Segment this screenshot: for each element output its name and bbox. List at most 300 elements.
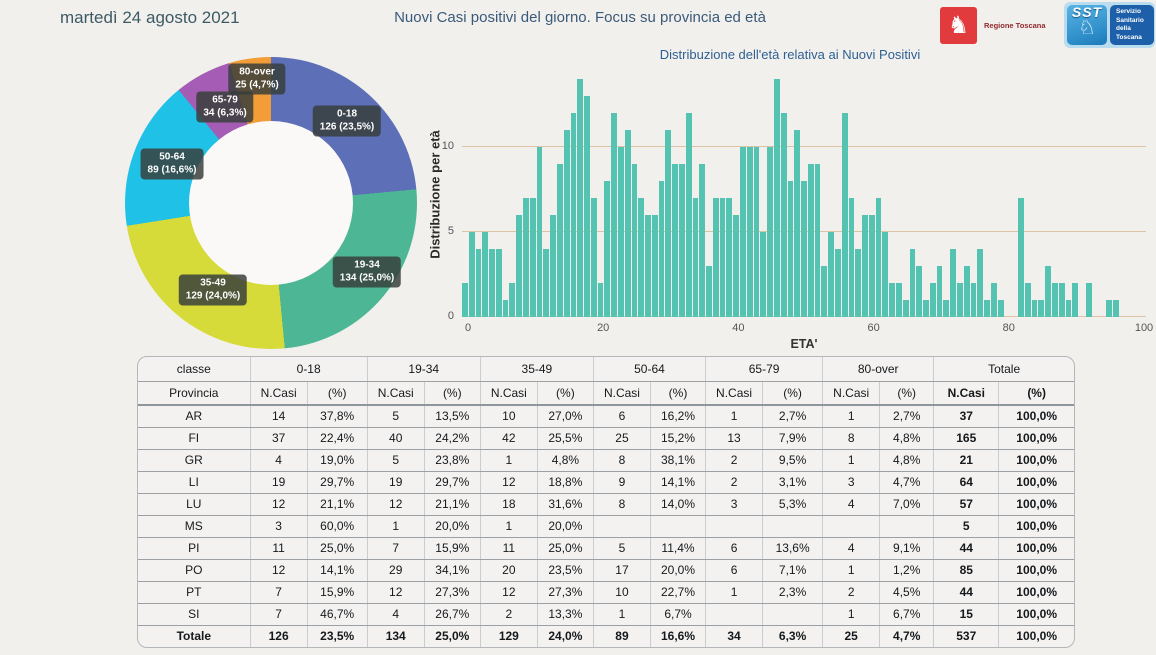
- histogram-bar-age-30[interactable]: [665, 130, 671, 317]
- histogram-bar-age-12[interactable]: [543, 249, 549, 317]
- table-cell: 34: [706, 625, 763, 647]
- table-cell[interactable]: 7: [367, 537, 424, 559]
- table-cell[interactable]: 1: [823, 449, 880, 471]
- table-cell[interactable]: 21: [934, 449, 999, 471]
- histogram-bar-age-22[interactable]: [611, 113, 617, 317]
- table-cell[interactable]: 64: [934, 471, 999, 493]
- group-header-19-34: 19-34: [367, 357, 480, 381]
- histogram-bar-age-79[interactable]: [998, 300, 1004, 317]
- table-cell: 129: [480, 625, 537, 647]
- table-row-PI: [138, 537, 1074, 559]
- table-cell: 23,5%: [307, 625, 367, 647]
- table-cell[interactable]: 3: [823, 471, 880, 493]
- table-cell[interactable]: 1: [480, 449, 537, 471]
- table-cell[interactable]: 15,2%: [650, 427, 705, 449]
- table-cell: 25: [823, 625, 880, 647]
- table-cell[interactable]: 5,3%: [763, 493, 823, 515]
- table-cell[interactable]: 34,1%: [424, 559, 480, 581]
- histogram-bar-age-74[interactable]: [964, 266, 970, 317]
- pegasus-icon: ♘: [1078, 17, 1096, 39]
- totale-label: Totale: [176, 629, 212, 644]
- table-cell[interactable]: 4,7%: [880, 471, 934, 493]
- table-cell[interactable]: 100,0%: [999, 515, 1074, 537]
- histogram-bar-age-69[interactable]: [930, 283, 936, 317]
- histogram-bar-age-84[interactable]: [1032, 300, 1038, 317]
- table-cell[interactable]: 7,1%: [763, 559, 823, 581]
- row-label-header: Provincia: [138, 381, 250, 405]
- table-cell[interactable]: 1: [823, 559, 880, 581]
- table-cell[interactable]: 6: [706, 537, 763, 559]
- histogram-bar-age-20[interactable]: [598, 283, 604, 317]
- table-cell[interactable]: 22,7%: [650, 581, 705, 603]
- histogram-bar-age-37[interactable]: [713, 198, 719, 317]
- sub-header: (%): [424, 381, 480, 405]
- table-cell[interactable]: 12: [480, 471, 537, 493]
- table-cell[interactable]: 29,7%: [424, 471, 480, 493]
- histogram-bar-age-38[interactable]: [720, 198, 726, 317]
- table-cell[interactable]: 165: [934, 427, 999, 449]
- table-cell[interactable]: 26,7%: [424, 603, 480, 625]
- histogram-bar-age-23[interactable]: [618, 147, 624, 317]
- histogram-bar-age-60[interactable]: [869, 215, 875, 317]
- province-label[interactable]: PT: [138, 581, 250, 603]
- x-tick-20: 20: [597, 322, 610, 334]
- histogram-bar-age-83[interactable]: [1025, 283, 1031, 317]
- histogram-bar-age-52[interactable]: [815, 164, 821, 317]
- histogram-bar-age-46[interactable]: [774, 79, 780, 317]
- table-cell[interactable]: 46,7%: [307, 603, 367, 625]
- table-cell[interactable]: 23,8%: [424, 449, 480, 471]
- table-cell[interactable]: 1: [367, 515, 424, 537]
- table-row-FI: [138, 427, 1074, 449]
- histogram-bar-age-9[interactable]: [523, 198, 529, 317]
- table-cell[interactable]: 18,8%: [537, 471, 593, 493]
- table-cell[interactable]: 1: [823, 405, 880, 427]
- table-cell[interactable]: [593, 515, 650, 537]
- sub-header: (%): [880, 381, 934, 405]
- table-cell[interactable]: 11,4%: [650, 537, 705, 559]
- histogram-bar-age-16[interactable]: [571, 113, 577, 317]
- histogram-bar-age-7[interactable]: [509, 283, 515, 317]
- x-axis-label: ETA': [790, 337, 818, 351]
- table-cell[interactable]: 18: [480, 493, 537, 515]
- table-cell[interactable]: 2: [706, 449, 763, 471]
- table-cell[interactable]: 3: [250, 515, 307, 537]
- table-cell[interactable]: 1: [706, 405, 763, 427]
- histogram-bar-age-47[interactable]: [781, 113, 787, 317]
- table-cell[interactable]: 1: [823, 603, 880, 625]
- table-cell[interactable]: 15: [934, 603, 999, 625]
- table-cell[interactable]: 7: [250, 581, 307, 603]
- histogram-title: Distribuzione dell'età relativa ai Nuovi Positivi: [659, 47, 921, 62]
- histogram-bar-age-72[interactable]: [950, 249, 956, 317]
- histogram-bar-age-32[interactable]: [679, 164, 685, 317]
- table-cell[interactable]: 6,7%: [880, 603, 934, 625]
- table-cell[interactable]: [880, 515, 934, 537]
- table-cell[interactable]: 44: [934, 581, 999, 603]
- histogram-bar-age-24[interactable]: [625, 130, 631, 317]
- x-tick-80: 80: [1002, 322, 1015, 334]
- table-cell[interactable]: 11: [250, 537, 307, 559]
- table-cell[interactable]: 9,5%: [763, 449, 823, 471]
- table-cell[interactable]: [650, 515, 705, 537]
- province-label[interactable]: PO: [138, 559, 250, 581]
- sub-header: N.Casi: [593, 381, 650, 405]
- table-cell[interactable]: 12: [480, 581, 537, 603]
- table-cell[interactable]: 23,5%: [537, 559, 593, 581]
- histogram-bar-age-15[interactable]: [564, 130, 570, 317]
- table-cell: 134: [367, 625, 424, 647]
- table-cell[interactable]: 19,0%: [307, 449, 367, 471]
- table-cell[interactable]: 37: [934, 405, 999, 427]
- table-cell[interactable]: 3: [706, 493, 763, 515]
- table-cell[interactable]: [823, 515, 880, 537]
- table-cell[interactable]: 3,1%: [763, 471, 823, 493]
- table-cell[interactable]: 11: [480, 537, 537, 559]
- histogram-bar-age-71[interactable]: [943, 300, 949, 317]
- province-label[interactable]: GR: [138, 449, 250, 471]
- histogram-bar-age-48[interactable]: [788, 181, 794, 317]
- table-cell[interactable]: 20,0%: [424, 515, 480, 537]
- group-header-65-79: 65-79: [706, 357, 823, 381]
- table-cell[interactable]: 25,0%: [307, 537, 367, 559]
- histogram-bar-age-21[interactable]: [604, 181, 610, 317]
- table-cell[interactable]: 25,5%: [537, 427, 593, 449]
- sub-header: N.Casi: [706, 381, 763, 405]
- table-cell[interactable]: [706, 603, 763, 625]
- table-cell[interactable]: 27,0%: [537, 405, 593, 427]
- table-cell[interactable]: 2,3%: [763, 581, 823, 603]
- x-tick-0: 0: [464, 322, 472, 334]
- histogram-bar-age-95[interactable]: [1106, 300, 1112, 317]
- table-cell[interactable]: 10: [480, 405, 537, 427]
- table-cell[interactable]: 12: [250, 493, 307, 515]
- x-axis-ticks: [462, 322, 1154, 336]
- table-cell[interactable]: 31,6%: [537, 493, 593, 515]
- histogram-bar-age-26[interactable]: [638, 198, 644, 317]
- sub-header: N.Casi: [367, 381, 424, 405]
- histogram-bar-age-13[interactable]: [550, 215, 556, 317]
- histogram-bar-age-31[interactable]: [672, 164, 678, 317]
- province-table: [137, 356, 1075, 648]
- table-cell[interactable]: 100,0%: [999, 405, 1074, 427]
- donut-label-50-64: 50-64 89 (16,6%): [141, 149, 204, 180]
- histogram-bar-age-44[interactable]: [760, 232, 766, 317]
- table-cell[interactable]: 29: [367, 559, 424, 581]
- table-cell[interactable]: 17: [593, 559, 650, 581]
- histogram-bar-age-45[interactable]: [767, 147, 773, 317]
- histogram-bar-age-58[interactable]: [855, 249, 861, 317]
- table-row-LI: [138, 471, 1074, 493]
- table-cell[interactable]: 85: [934, 559, 999, 581]
- table-cell[interactable]: 9,1%: [880, 537, 934, 559]
- histogram-bar-age-51[interactable]: [808, 164, 814, 317]
- histogram-bar-age-1[interactable]: [469, 232, 475, 317]
- donut-label-19-34: 19-34 134 (25,0%): [333, 257, 401, 288]
- table-cell[interactable]: 7,9%: [763, 427, 823, 449]
- table-cell[interactable]: 15,9%: [424, 537, 480, 559]
- sub-header: (%): [537, 381, 593, 405]
- table-cell[interactable]: 8: [593, 449, 650, 471]
- table-cell[interactable]: 42: [480, 427, 537, 449]
- histogram-bar-age-67[interactable]: [916, 266, 922, 317]
- sub-header: N.Casi: [480, 381, 537, 405]
- table-cell[interactable]: 13,3%: [537, 603, 593, 625]
- histogram-bar-age-29[interactable]: [659, 181, 665, 317]
- table-cell[interactable]: 14,1%: [307, 559, 367, 581]
- group-header-0-18: 0-18: [250, 357, 367, 381]
- table-cell[interactable]: 37: [250, 427, 307, 449]
- table-cell[interactable]: 1: [706, 581, 763, 603]
- table-cell[interactable]: 8: [823, 427, 880, 449]
- age-histogram: [462, 72, 1146, 317]
- province-label[interactable]: AR: [138, 405, 250, 427]
- table-cell[interactable]: 27,3%: [424, 581, 480, 603]
- histogram-bar-age-85[interactable]: [1038, 300, 1044, 317]
- table-cell[interactable]: 12: [250, 559, 307, 581]
- histogram-bar-age-87[interactable]: [1052, 283, 1058, 317]
- histogram-bar-age-66[interactable]: [910, 249, 916, 317]
- table-cell[interactable]: 27,3%: [537, 581, 593, 603]
- histogram-bar-age-6[interactable]: [503, 300, 509, 317]
- table-cell[interactable]: 100,0%: [999, 581, 1074, 603]
- table-cell[interactable]: 7,0%: [880, 493, 934, 515]
- province-label[interactable]: FI: [138, 427, 250, 449]
- table-cell[interactable]: 14,0%: [650, 493, 705, 515]
- table-cell[interactable]: 100,0%: [999, 471, 1074, 493]
- table-cell[interactable]: 1: [480, 515, 537, 537]
- histogram-bar-age-88[interactable]: [1059, 283, 1065, 317]
- table-cell[interactable]: 1: [593, 603, 650, 625]
- histogram-bar-age-90[interactable]: [1072, 283, 1078, 317]
- table-cell[interactable]: 10: [593, 581, 650, 603]
- table-cell[interactable]: 5: [367, 449, 424, 471]
- table-cell[interactable]: 7: [250, 603, 307, 625]
- table-cell[interactable]: 25,0%: [537, 537, 593, 559]
- table-cell[interactable]: 1,2%: [880, 559, 934, 581]
- table-cell[interactable]: 21,1%: [424, 493, 480, 515]
- table-cell[interactable]: 5: [593, 537, 650, 559]
- table-cell[interactable]: 60,0%: [307, 515, 367, 537]
- histogram-bar-age-92[interactable]: [1086, 283, 1092, 317]
- table-cell[interactable]: 22,4%: [307, 427, 367, 449]
- histogram-bar-age-59[interactable]: [862, 215, 868, 317]
- table-cell[interactable]: 100,0%: [999, 449, 1074, 471]
- table-cell[interactable]: 20: [480, 559, 537, 581]
- table-cell: 89: [593, 625, 650, 647]
- donut-label-0-18: 0-18 126 (23,5%): [313, 106, 381, 137]
- histogram-bar-age-65[interactable]: [903, 300, 909, 317]
- table-row-totale: [138, 625, 1074, 647]
- table-cell[interactable]: 14,1%: [650, 471, 705, 493]
- histogram-bar-age-28[interactable]: [652, 215, 658, 317]
- histogram-bar-age-54[interactable]: [828, 232, 834, 317]
- histogram-bar-age-4[interactable]: [489, 249, 495, 317]
- province-label[interactable]: PI: [138, 537, 250, 559]
- table-cell: 100,0%: [999, 625, 1074, 647]
- histogram-bar-age-8[interactable]: [516, 215, 522, 317]
- table-cell[interactable]: 4: [823, 537, 880, 559]
- table-cell: 16,6%: [650, 625, 705, 647]
- table-cell[interactable]: [763, 603, 823, 625]
- histogram-bar-age-62[interactable]: [882, 232, 888, 317]
- table-cell[interactable]: 9: [593, 471, 650, 493]
- histogram-bar-age-19[interactable]: [591, 198, 597, 317]
- histogram-bar-age-68[interactable]: [923, 300, 929, 317]
- table-cell[interactable]: 4,8%: [880, 449, 934, 471]
- histogram-bar-age-27[interactable]: [645, 215, 651, 317]
- histogram-bar-age-39[interactable]: [726, 198, 732, 317]
- table-cell[interactable]: 4,8%: [880, 427, 934, 449]
- histogram-bar-age-89[interactable]: [1066, 300, 1072, 317]
- table-cell[interactable]: 24,2%: [424, 427, 480, 449]
- table-cell[interactable]: 100,0%: [999, 537, 1074, 559]
- table-cell[interactable]: 12: [367, 581, 424, 603]
- table-cell[interactable]: 16,2%: [650, 405, 705, 427]
- sub-header: N.Casi: [250, 381, 307, 405]
- table-cell[interactable]: 15,9%: [307, 581, 367, 603]
- histogram-bar-age-10[interactable]: [530, 198, 536, 317]
- sub-header: (%): [763, 381, 823, 405]
- table-cell[interactable]: 2: [823, 581, 880, 603]
- pegasus-icon: ♞: [947, 12, 970, 39]
- table-cell[interactable]: 2: [706, 471, 763, 493]
- histogram-bar-age-5[interactable]: [496, 249, 502, 317]
- histogram-bar-age-77[interactable]: [984, 300, 990, 317]
- table-cell: 25,0%: [424, 625, 480, 647]
- sub-header: (%): [999, 381, 1074, 405]
- table-cell[interactable]: 21,1%: [307, 493, 367, 515]
- histogram-bar-age-50[interactable]: [801, 181, 807, 317]
- table-row-MS: [138, 515, 1074, 537]
- table-cell[interactable]: 40: [367, 427, 424, 449]
- sst-logo: [1067, 5, 1107, 45]
- table-cell[interactable]: 2,7%: [763, 405, 823, 427]
- table-cell[interactable]: 20,0%: [650, 559, 705, 581]
- sst-line: Servizio: [1116, 8, 1141, 15]
- table-cell[interactable]: 4: [250, 449, 307, 471]
- histogram-bar-age-78[interactable]: [991, 283, 997, 317]
- group-header-Totale: Totale: [934, 357, 1074, 381]
- histogram-bar-age-53[interactable]: [821, 266, 827, 317]
- histogram-bar-age-40[interactable]: [733, 215, 739, 317]
- table-cell: 4,7%: [880, 625, 934, 647]
- table-cell[interactable]: 6,7%: [650, 603, 705, 625]
- histogram-bar-age-57[interactable]: [849, 198, 855, 317]
- table-cell[interactable]: 100,0%: [999, 493, 1074, 515]
- histogram-bar-age-11[interactable]: [537, 147, 543, 317]
- histogram-bar-age-25[interactable]: [632, 164, 638, 317]
- histogram-bar-age-63[interactable]: [889, 283, 895, 317]
- table-cell[interactable]: 2: [480, 603, 537, 625]
- y-tick-0: 0: [447, 310, 454, 322]
- table-cell[interactable]: 6: [706, 559, 763, 581]
- histogram-bar-age-70[interactable]: [937, 266, 943, 317]
- table-cell[interactable]: 4,5%: [880, 581, 934, 603]
- histogram-bar-age-76[interactable]: [977, 249, 983, 317]
- table-cell[interactable]: [763, 515, 823, 537]
- table-cell[interactable]: 4: [823, 493, 880, 515]
- province-label[interactable]: LI: [138, 471, 250, 493]
- histogram-bar-age-14[interactable]: [557, 164, 563, 317]
- histogram-bar-age-55[interactable]: [835, 249, 841, 317]
- table-cell[interactable]: 13,5%: [424, 405, 480, 427]
- table-cell[interactable]: 44: [934, 537, 999, 559]
- histogram-bar-age-41[interactable]: [740, 147, 746, 317]
- table-cell[interactable]: 100,0%: [999, 427, 1074, 449]
- histogram-bar-age-33[interactable]: [686, 113, 692, 317]
- province-label[interactable]: LU: [138, 493, 250, 515]
- table-cell[interactable]: 20,0%: [537, 515, 593, 537]
- histogram-bar-age-56[interactable]: [842, 113, 848, 317]
- histogram-bar-age-64[interactable]: [896, 283, 902, 317]
- table-cell[interactable]: 13: [706, 427, 763, 449]
- province-label[interactable]: SI: [138, 603, 250, 625]
- table-cell[interactable]: 5: [934, 515, 999, 537]
- histogram-bar-age-35[interactable]: [699, 164, 705, 317]
- table-cell[interactable]: 13,6%: [763, 537, 823, 559]
- sst-line: Toscana: [1116, 33, 1142, 41]
- table-cell[interactable]: 100,0%: [999, 603, 1074, 625]
- histogram-bar-age-49[interactable]: [794, 130, 800, 317]
- table-cell[interactable]: 29,7%: [307, 471, 367, 493]
- province-label[interactable]: MS: [138, 515, 250, 537]
- table-cell[interactable]: 8: [593, 493, 650, 515]
- sst-line: della: [1116, 25, 1131, 32]
- histogram-bar-age-0[interactable]: [462, 283, 468, 317]
- table-cell[interactable]: 19: [367, 471, 424, 493]
- page-title: Nuovi Casi positivi del giorno. Focus su provincia ed età: [394, 9, 766, 26]
- table-cell[interactable]: 100,0%: [999, 559, 1074, 581]
- histogram-bar-age-2[interactable]: [476, 249, 482, 317]
- donut-label-35-49: 35-49 129 (24,0%): [179, 275, 247, 306]
- group-header-50-64: 50-64: [593, 357, 705, 381]
- table-cell[interactable]: 5: [367, 405, 424, 427]
- histogram-bar-age-96[interactable]: [1113, 300, 1119, 317]
- x-tick-100: 100: [1134, 322, 1154, 334]
- histogram-bar-age-18[interactable]: [584, 96, 590, 317]
- table-cell[interactable]: 37,8%: [307, 405, 367, 427]
- table-row-PT: [138, 581, 1074, 603]
- histogram-bar-age-3[interactable]: [482, 232, 488, 317]
- table-cell[interactable]: 14: [250, 405, 307, 427]
- histogram-bar-age-61[interactable]: [876, 198, 882, 317]
- donut-label-80-over: 80-over 25 (4,7%): [228, 64, 285, 95]
- donut-label-65-79: 65-79 34 (6,3%): [196, 92, 253, 123]
- histogram-bar-age-82[interactable]: [1018, 198, 1024, 317]
- table-cell[interactable]: 12: [367, 493, 424, 515]
- table-cell[interactable]: 2,7%: [880, 405, 934, 427]
- table-cell[interactable]: 6: [593, 405, 650, 427]
- table-cell[interactable]: 4,8%: [537, 449, 593, 471]
- table-cell: 126: [250, 625, 307, 647]
- histogram-bar-age-34[interactable]: [693, 198, 699, 317]
- table-cell[interactable]: 4: [367, 603, 424, 625]
- histogram-bar-age-86[interactable]: [1045, 266, 1051, 317]
- table-cell[interactable]: [706, 515, 763, 537]
- table-cell[interactable]: 25: [593, 427, 650, 449]
- histogram-bar-age-36[interactable]: [706, 266, 712, 317]
- table-cell[interactable]: 38,1%: [650, 449, 705, 471]
- histogram-bar-age-43[interactable]: [754, 147, 760, 317]
- table-cell[interactable]: 57: [934, 493, 999, 515]
- donut-hole: [189, 121, 353, 285]
- table-cell[interactable]: 19: [250, 471, 307, 493]
- histogram-bar-age-42[interactable]: [747, 147, 753, 317]
- histogram-bar-age-75[interactable]: [971, 283, 977, 317]
- histogram-bar-age-17[interactable]: [577, 79, 583, 317]
- histogram-bar-age-73[interactable]: [957, 283, 963, 317]
